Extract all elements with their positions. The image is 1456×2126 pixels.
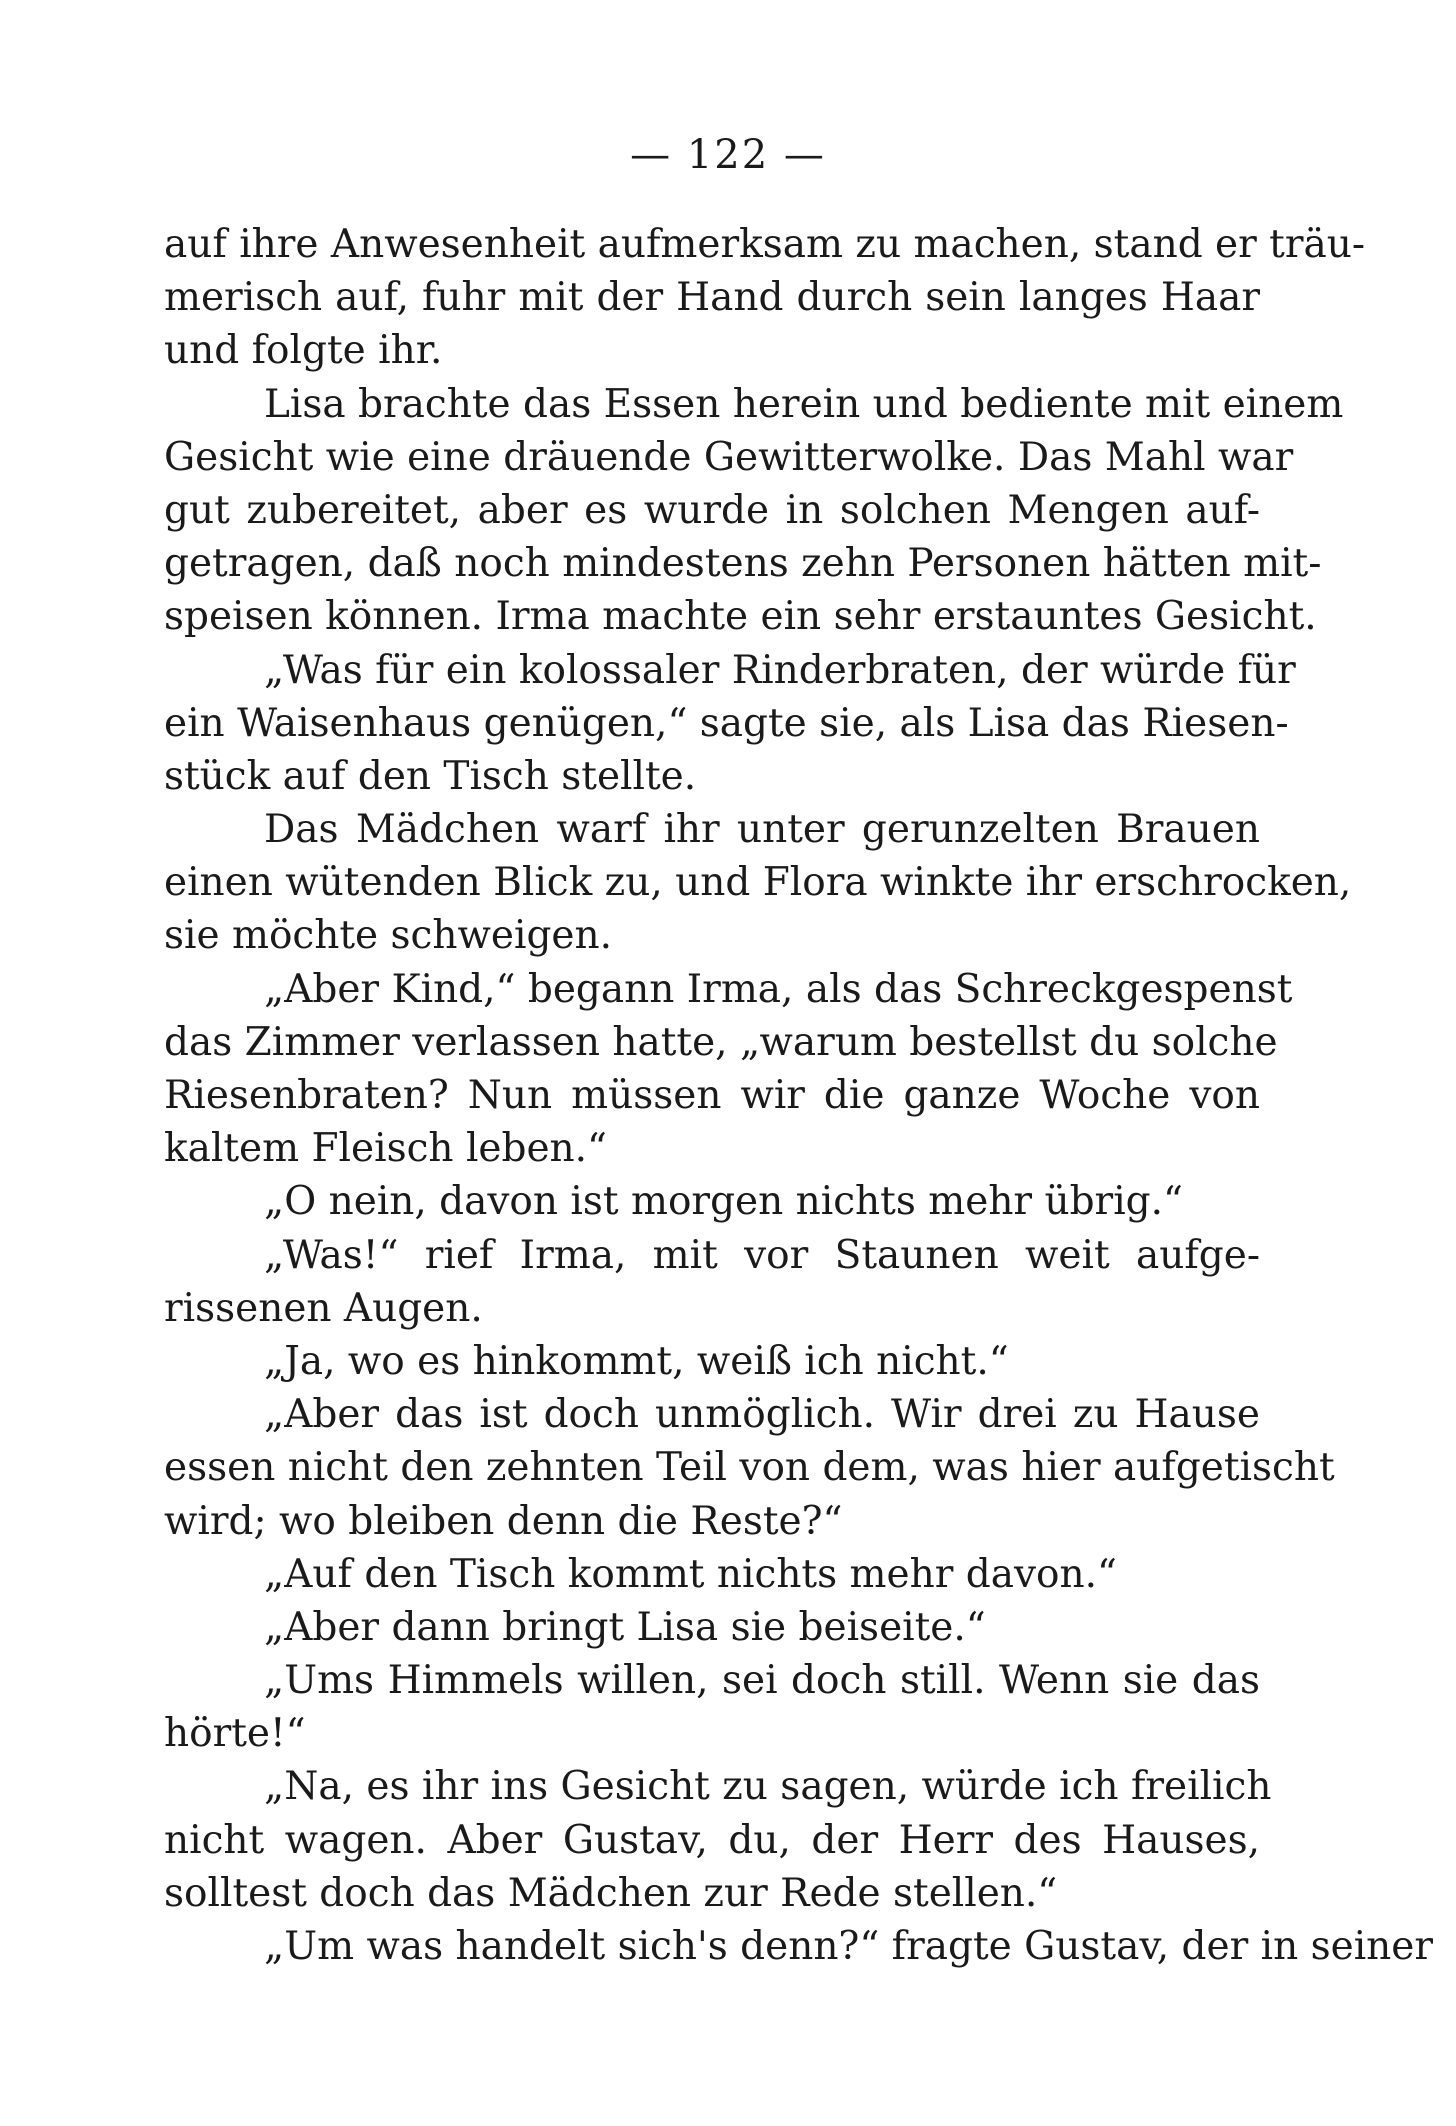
text-line: das Zimmer verlassen hatte, „warum bestellst du solche	[164, 1019, 1278, 1065]
text-line: gut zubereitet, aber es wurde in solchen Mengen auf-	[164, 487, 1260, 533]
text-line: „Um was handelt sich's denn?“ fragte Gustav, der in seiner	[264, 1924, 1434, 1969]
body-text	[164, 218, 1434, 1973]
text-line: „Aber dann bringt Lisa sie beiseite.“	[264, 1604, 986, 1650]
text-line: Riesenbraten? Nun müssen wir die ganze Woche von	[164, 1073, 1260, 1118]
text-line: getragen, daß noch mindestens zehn Personen hätten mit-	[164, 541, 1322, 587]
text-line: „Was für ein kolossaler Rinderbraten, der würde für	[264, 647, 1296, 693]
text-line: speisen können. Irma machte ein sehr erstauntes Gesicht.	[164, 594, 1317, 640]
text-line: „Was!“ rief Irma, mit vor Staunen weit aufge-	[264, 1232, 1260, 1278]
text-line: „Aber Kind,“ begann Irma, als das Schreckgespenst	[264, 966, 1293, 1012]
text-line: essen nicht den zehnten Teil von dem, was hier aufgetischt	[164, 1445, 1335, 1491]
text-line: sie möchte schweigen.	[164, 913, 613, 959]
text-line: ein Waisenhaus genügen,“ sagte sie, als Lisa das Riesen-	[164, 700, 1289, 746]
text-line: stück auf den Tisch stellte.	[164, 753, 697, 799]
text-line: Lisa brachte das Essen herein und bediente mit einem	[264, 381, 1344, 427]
text-line: „O nein, davon ist morgen nichts mehr übrig.“	[264, 1179, 1183, 1225]
text-line: rissenen Augen.	[164, 1285, 483, 1331]
text-line: „Ja, wo es hinkommt, weiß ich nicht.“	[264, 1338, 1009, 1384]
text-line: „Auf den Tisch kommt nichts mehr davon.“	[264, 1551, 1117, 1597]
text-line: auf ihre Anwesenheit aufmerksam zu machen, stand er träu-	[164, 222, 1366, 267]
text-line: Gesicht wie eine dräuende Gewitterwolke. Das Mahl war	[164, 434, 1294, 480]
text-line: kaltem Fleisch leben.“	[164, 1126, 607, 1172]
text-line: nicht wagen. Aber Gustav, du, der Herr des Hauses,	[164, 1817, 1260, 1863]
text-line: und folgte ihr.	[164, 328, 443, 374]
text-line: „Ums Himmels willen, sei doch still. Wenn sie das	[264, 1658, 1260, 1704]
text-line: Das Mädchen warf ihr unter gerunzelten Brauen	[264, 807, 1260, 853]
text-line: „Na, es ihr ins Gesicht zu sagen, würde ich freilich	[264, 1764, 1272, 1810]
text-line: einen wütenden Blick zu, und Flora winkte ihr erschrocken,	[164, 860, 1352, 906]
page-number: — 122 —	[630, 132, 826, 178]
text-line: wird; wo bleiben denn die Reste?“	[164, 1498, 843, 1544]
text-line: „Aber das ist doch unmöglich. Wir drei zu Hause	[264, 1392, 1260, 1438]
text-line: hörte!“	[164, 1711, 306, 1757]
text-line: merisch auf, fuhr mit der Hand durch sein langes Haar	[164, 275, 1260, 321]
text-line: solltest doch das Mädchen zur Rede stellen.“	[164, 1870, 1058, 1916]
